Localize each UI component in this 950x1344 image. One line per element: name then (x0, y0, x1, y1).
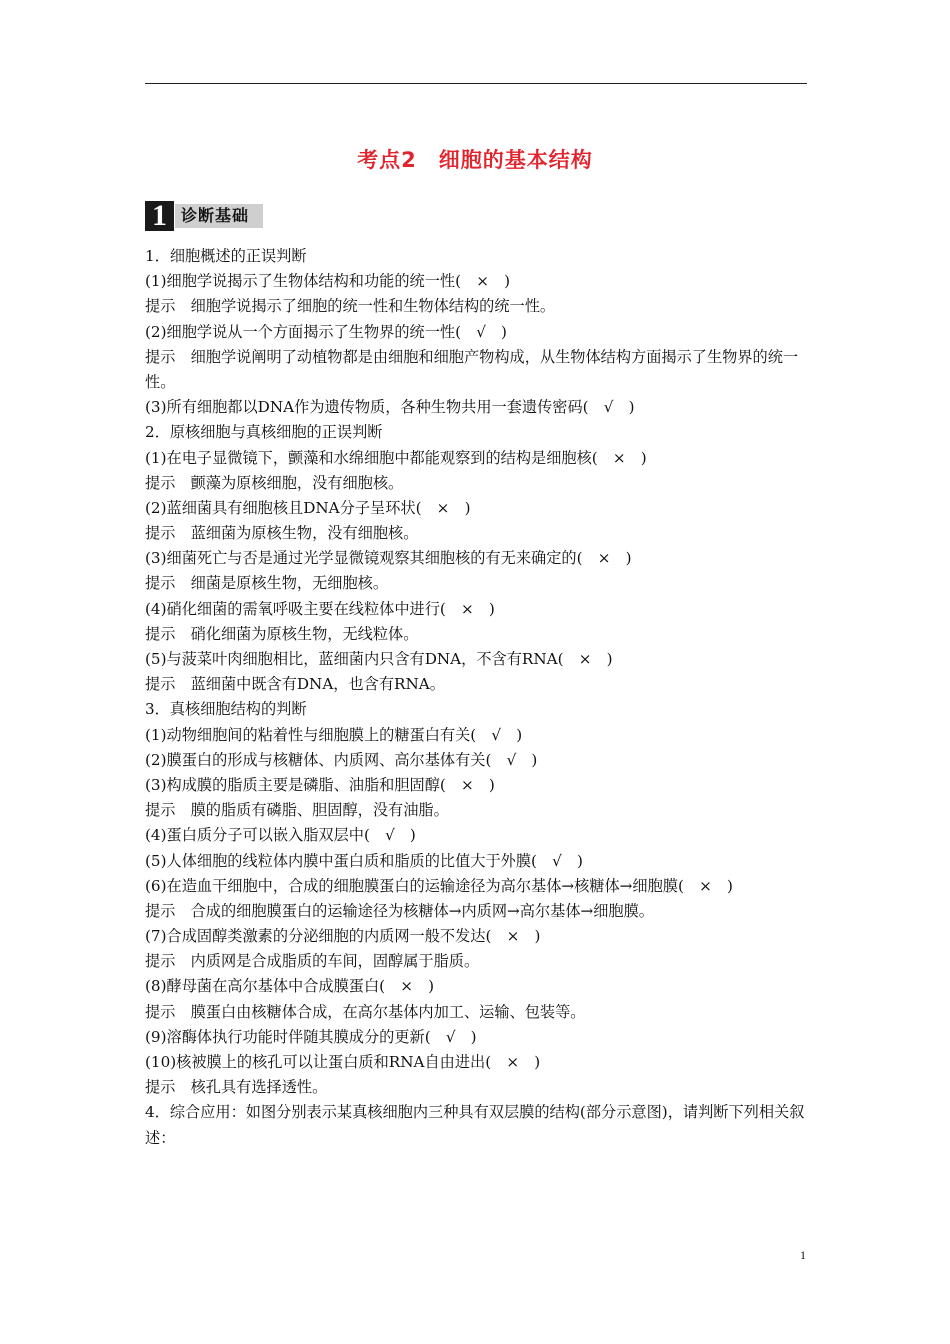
item-3-9: (9)溶酶体执行功能时伴随其膜成分的更新( √ ) (145, 1027, 477, 1046)
item-3-8: (8)酵母菌在高尔基体中合成膜蛋白( × ) (145, 977, 435, 996)
item-3-3: (3)构成膜的脂质主要是磷脂、油脂和胆固醇( × ) (145, 775, 495, 794)
hint-1-1: 提示 细胞学说揭示了细胞的统一性和生物体结构的统一性。 (145, 297, 556, 316)
item-2-4: (4)硝化细菌的需氧呼吸主要在线粒体中进行( × ) (145, 599, 495, 618)
hint-3-6: 提示 合成的细胞膜蛋白的运输途径为核糖体→内质网→高尔基体→细胞膜。 (145, 901, 654, 920)
item-2-2: (2)蓝细菌具有细胞核且DNA分子呈环状( × ) (145, 498, 471, 517)
page-title: 考点2 细胞的基本结构 (357, 148, 593, 172)
item-3-1: (1)动物细胞间的粘着性与细胞膜上的糖蛋白有关( √ ) (145, 725, 523, 744)
section-number: 1 (145, 201, 174, 231)
item-3-5: (5)人体细胞的线粒体内膜中蛋白质和脂质的比值大于外膜( √ ) (145, 851, 583, 870)
item-2-3: (3)细菌死亡与否是通过光学显微镜观察其细胞核的有无来确定的( × ) (145, 549, 632, 568)
item-3-2: (2)膜蛋白的形成与核糖体、内质网、高尔基体有关( √ ) (145, 750, 538, 769)
item-3-6: (6)在造血干细胞中，合成的细胞膜蛋白的运输途径为高尔基体→核糖体→细胞膜( × ) (145, 876, 733, 895)
hint-3-7: 提示 内质网是合成脂质的车间，固醇属于脂质。 (145, 952, 480, 971)
document-body (145, 244, 807, 1151)
heading-2: 2．原核细胞与真核细胞的正误判断 (145, 423, 383, 442)
hint-3-3: 提示 膜的脂质有磷脂、胆固醇，没有油脂。 (145, 801, 449, 820)
hint-1-2: 提示 细胞学说阐明了动植物都是由细胞和细胞产物构成，从生物体结构方面揭示了生物界的统一性。 (145, 347, 799, 391)
item-1-2: (2)细胞学说从一个方面揭示了生物界的统一性( √ ) (145, 322, 507, 341)
hint-2-4: 提示 硝化细菌为原核生物，无线粒体。 (145, 624, 419, 643)
heading-3: 3．真核细胞结构的判断 (145, 700, 307, 719)
item-2-1: (1)在电子显微镜下，颤藻和水绵细胞中都能观察到的结构是细胞核( × ) (145, 448, 647, 467)
hint-3-8: 提示 膜蛋白由核糖体合成，在高尔基体内加工、运输、包装等。 (145, 1002, 586, 1021)
section-badge (145, 201, 263, 231)
section-label: 诊断基础 (175, 204, 263, 228)
hint-2-1: 提示 颤藻为原核细胞，没有细胞核。 (145, 473, 404, 492)
item-3-10: (10)核被膜上的核孔可以让蛋白质和RNA自由进出( × ) (145, 1053, 541, 1072)
heading-1: 1．细胞概述的正误判断 (145, 247, 307, 265)
item-3-4: (4)蛋白质分子可以嵌入脂双层中( √ ) (145, 826, 416, 845)
item-1-3: (3)所有细胞都以DNA作为遗传物质，各种生物共用一套遗传密码( √ ) (145, 398, 635, 417)
hint-2-3: 提示 细菌是原核生物，无细胞核。 (145, 574, 388, 593)
page-number: 1 (800, 1248, 806, 1262)
hint-3-10: 提示 核孔具有选择透性。 (145, 1078, 328, 1097)
hint-2-5: 提示 蓝细菌中既含有DNA，也含有RNA。 (145, 675, 445, 694)
item-1-1: (1)细胞学说揭示了生物体结构和功能的统一性( × ) (145, 272, 511, 291)
heading-4: 4．综合应用：如图分别表示某真核细胞内三种具有双层膜的结构(部分示意图)，请判断下列相关叙述： (145, 1103, 805, 1147)
hint-2-2: 提示 蓝细菌为原核生物，没有细胞核。 (145, 524, 419, 543)
item-2-5: (5)与菠菜叶肉细胞相比，蓝细菌内只含有DNA，不含有RNA( × ) (145, 650, 613, 669)
item-3-7: (7)合成固醇类激素的分泌细胞的内质网一般不发达( × ) (145, 927, 541, 946)
header-rule (145, 83, 807, 84)
